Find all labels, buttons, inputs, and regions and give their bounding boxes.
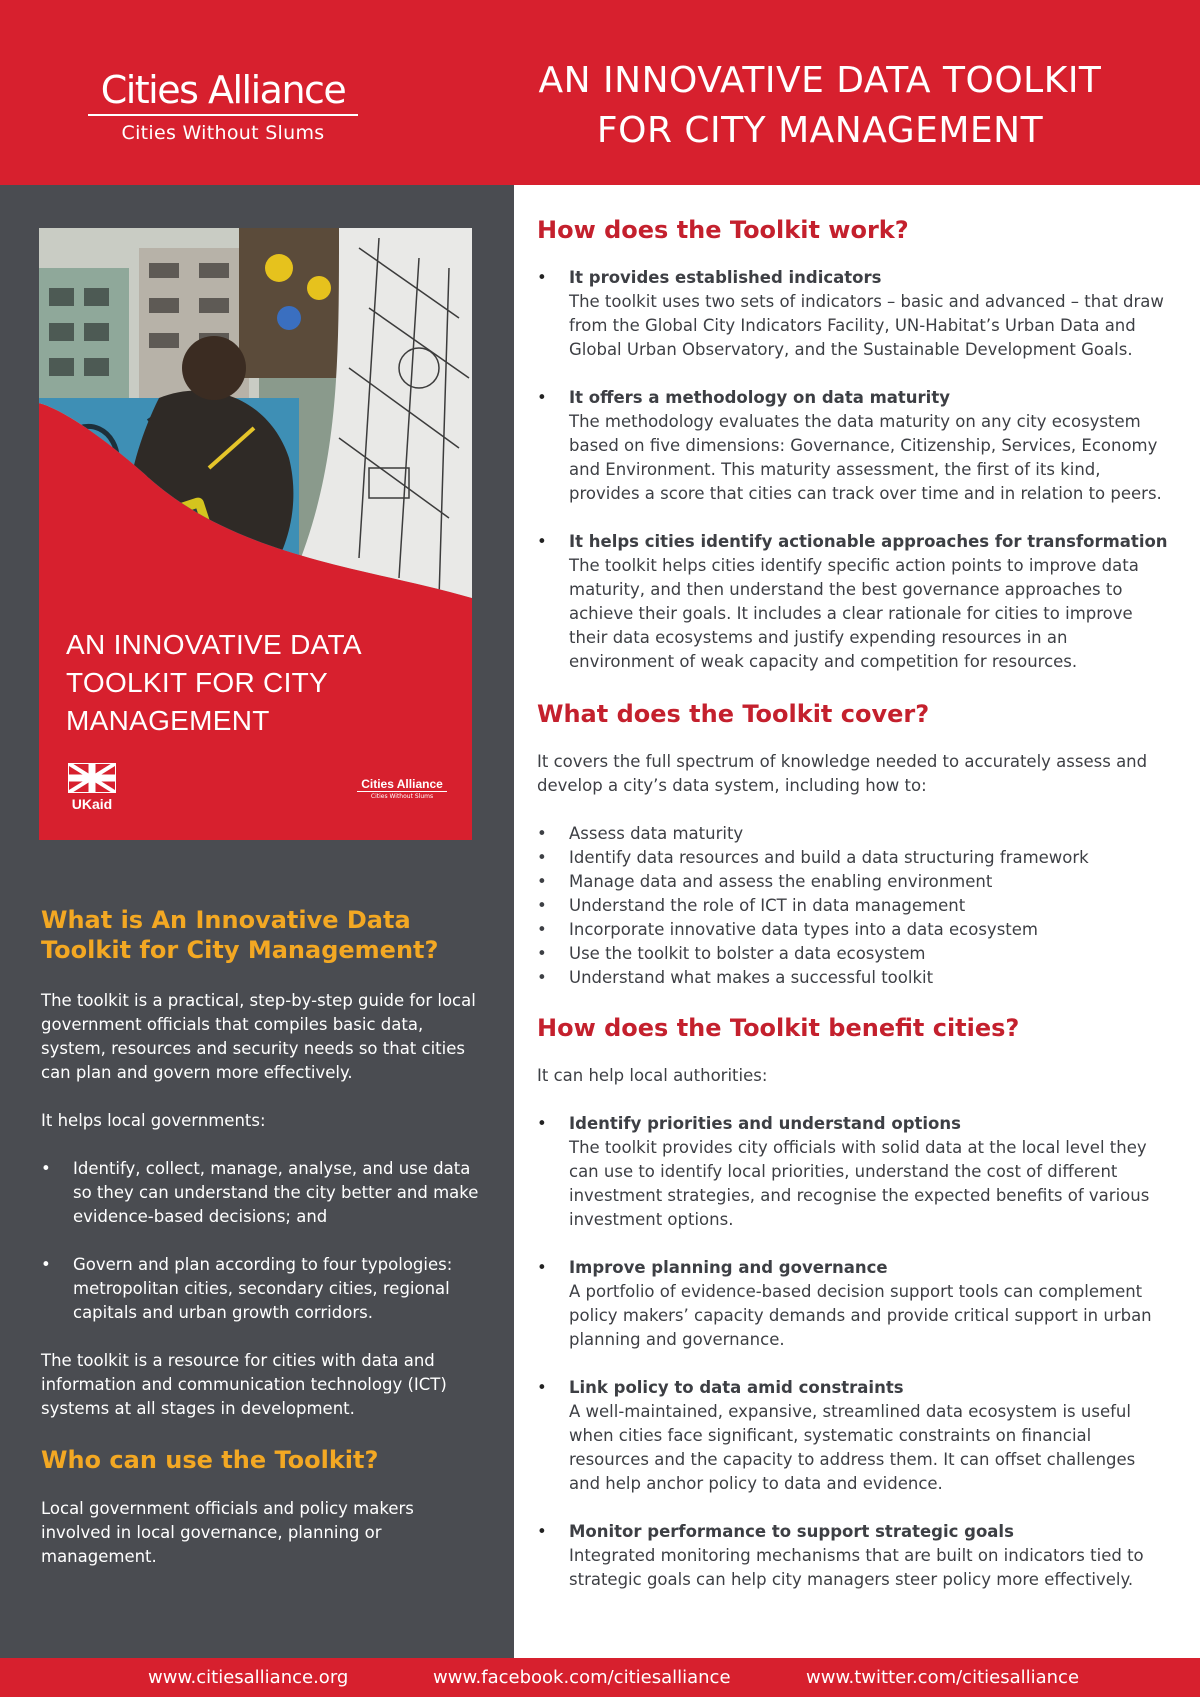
twitter-link[interactable]: www.twitter.com/citiesalliance [806,1667,1080,1688]
toolkit-cover-image [39,228,472,840]
list-item [537,1256,1171,1352]
item-title: It offers a methodology on data maturity [569,388,950,407]
bullet-icon: • [537,268,547,287]
cities-alliance-logo [88,68,358,146]
item-text: The toolkit helps cities identify specific action points to improve data maturity, and then understand the best governance approaches to achieve their goals. It includes a clear rationale for cities to improve their data ecosystems and justify expending resources in an environment of weak capacity and competition for resources. [569,556,1139,671]
list-item: • Incorporate innovative data types into a data ecosystem [537,918,1171,942]
cover-intro: It covers the full spectrum of knowledge needed to accurately assess and develop a city’s data system, including how to: [537,752,1148,795]
cover-logo-tagline: Cities Without Slums [370,793,434,800]
facebook-link[interactable]: www.facebook.com/citiesalliance [433,1667,731,1688]
ukaid-logo [67,763,117,812]
website-link[interactable]: www.citiesalliance.org [148,1667,349,1688]
right-column [537,214,1171,1616]
list-item [537,1376,1171,1496]
bullet-icon: • [537,1522,547,1541]
union-flag-icon [68,763,116,793]
item-text: Integrated monitoring mechanisms that are built on indicators tied to strategic goals can help city managers steer policy more effectively. [569,1546,1144,1589]
list-item: • Govern and plan according to four typologies: metropolitan cities, secondary cities, regional capitals and urban growth corridors. [41,1253,486,1325]
item-text: The toolkit uses two sets of indicators – basic and advanced – that draw from the Global City Indicators Facility, UN-Habitat’s Urban Data and Global Urban Observatory, and the Sustainable Development Goals. [569,292,1164,359]
item-title: Monitor performance to support strategic goals [569,1522,1014,1541]
list-item: • Identify, collect, manage, analyse, and use data so they can understand the city better and make evidence-based decisions; and [41,1157,486,1229]
bullet-icon: • [537,1378,547,1397]
bullet-icon: • [537,1258,547,1277]
cover-photo-collage [39,228,472,608]
list-item: • Understand the role of ICT in data management [537,894,1171,918]
who-heading: Who can use the Toolkit? [41,1446,379,1474]
cover-title-line3: MANAGEMENT [66,705,270,736]
bullet-icon: • [537,388,547,407]
cover-title-line1: AN INNOVATIVE DATA [66,629,362,660]
list-item [537,266,1171,362]
bullet-icon: • [537,532,547,551]
list-item: • Manage data and assess the enabling environment [537,870,1171,894]
item-title: Identify priorities and understand options [569,1114,961,1133]
how-work-heading: How does the Toolkit work? [537,216,909,244]
list-item: • Understand what makes a successful toolkit [537,966,1171,990]
list-item: • Use the toolkit to bolster a data ecosystem [537,942,1171,966]
page-title-line1: AN INNOVATIVE DATA TOOLKIT [538,60,1102,101]
list-item: • Assess data maturity [537,822,1171,846]
benefit-heading: How does the Toolkit benefit cities? [537,1014,1020,1042]
cover-title-line2: TOOLKIT FOR CITY [66,667,329,698]
list-item [537,1112,1171,1232]
item-title: Link policy to data amid constraints [569,1378,904,1397]
logo-tagline: Cities Without Slums [121,122,325,144]
helps-list [41,1157,486,1325]
cover-logo-name: Cities Alliance [357,777,447,792]
item-text: The toolkit provides city officials with solid data at the local level they can use to identify local priorities, understand the cost of different investment strategies, and recognise the expected benefits of various investment options. [569,1138,1150,1229]
helps-intro: It helps local governments: [41,1111,266,1130]
what-cover-heading: What does the Toolkit cover? [537,700,930,728]
what-is-paragraph: The toolkit is a practical, step-by-step guide for local government officials that compiles basic data, system, resources and security needs so that cities can plan and govern more effectively. [41,991,476,1082]
item-text: The methodology evaluates the data maturity on any city ecosystem based on five dimensions: Governance, Citizenship, Services, Economy and Environment. This maturity assessment, the first of its kind, provides a score that cities can track over time and in relation to peers. [569,412,1162,503]
bullet-icon: • [537,1114,547,1133]
list-item [537,386,1171,506]
cover-title [66,626,466,740]
item-title: Improve planning and governance [569,1258,888,1277]
list-item: • Identify data resources and build a data structuring framework [537,846,1171,870]
what-is-heading: What is An Innovative Data Toolkit for City Management? [41,906,439,964]
page-title-line2: FOR CITY MANAGEMENT [596,110,1044,151]
page-footer [0,1658,1200,1697]
item-text: A well-maintained, expansive, streamlined data ecosystem is useful when cities face significant, systematic constraints on financial resources and the capacity to address them. It can offset challenges and help anchor policy to data and evidence. [569,1402,1136,1493]
page-header [0,0,1200,185]
left-column-text [41,905,486,1593]
list-item [537,1520,1171,1592]
cover-list [537,822,1171,990]
item-title: It helps cities identify actionable approaches for transformation [569,532,1168,551]
cover-cities-alliance-logo [357,777,447,801]
benefit-intro: It can help local authorities: [537,1066,768,1085]
resource-paragraph: The toolkit is a resource for cities with data and information and communication technology (ICT) systems at all stages in development. [41,1351,447,1418]
item-text: A portfolio of evidence-based decision support tools can complement policy makers’ capacity demands and provide critical support in urban planning and governance. [569,1282,1152,1349]
item-title: It provides established indicators [569,268,882,287]
list-item [537,530,1171,674]
page-title [500,56,1140,156]
logo-name: Cities Alliance [88,68,358,116]
who-paragraph: Local government officials and policy makers involved in local governance, planning or management. [41,1499,414,1566]
ukaid-label: UKaid [71,796,113,812]
